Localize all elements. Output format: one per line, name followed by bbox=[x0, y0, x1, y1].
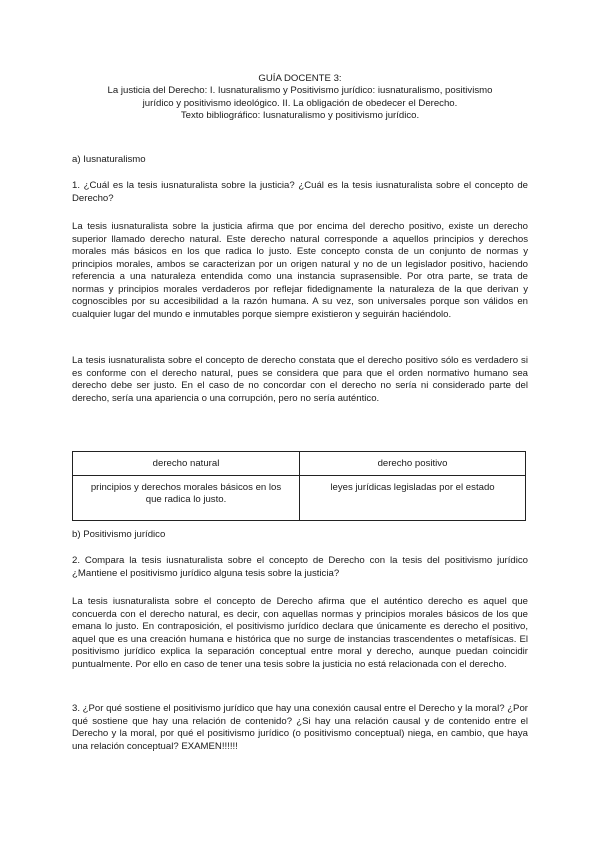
section-a-heading: a) Iusnaturalismo bbox=[72, 154, 146, 165]
table-cell-natural bbox=[73, 476, 300, 521]
question-2: 2. Compara la tesis iusnaturalista sobre el concepto de Derecho con la tesis del positivismo jurídico ¿Mantiene el positivismo jurídico alguna tesis sobre la justicia? bbox=[72, 555, 528, 579]
question-1: 1. ¿Cuál es la tesis iusnaturalista sobre la justicia? ¿Cuál es la tesis iusnaturalista sobre el concepto de Derecho? bbox=[72, 180, 528, 204]
answer-1-paragraph-2: La tesis iusnaturalista sobre el concepto de derecho constata que el derecho positivo sólo es verdadero si es conforme con el derecho natural, pues se considera que para que el orden normativo humano sea derecho debe ser justo. En el caso de no concordar con el derecho no sería ni considerado parte del derecho, sería una apariencia o una corrupción, pero no sería auténtico. bbox=[72, 355, 528, 404]
subtitle-line-2: jurídico y positivismo ideológico. II. La obligación de obedecer el Derecho. bbox=[142, 97, 458, 109]
answer-2: La tesis iusnaturalista sobre el concepto de Derecho afirma que el auténtico derecho es aquel que concuerda con el derecho natural, es decir, con aquellas normas y principios morales básicos de los que emana lo justo. En contraposición, el positivismo jurídico declara que únicamente es derecho el positivo, aquel que es una creación humana e histórica que no surge de instancias trascendentes o metafísicas. El positivismo jurídico explica la separación conceptual entre moral y derecho, aunque puedan coincidir puntualmente. Por ello en caso de tener una tesis sobre la justicia no está relacionada con el derecho. bbox=[72, 596, 528, 670]
section-b-heading: b) Positivismo jurídico bbox=[72, 529, 166, 540]
table-row bbox=[73, 476, 526, 521]
subtitle-line-1: La justicia del Derecho: I. Iusnaturalismo y Positivismo jurídico: iusnaturalismo, positivismo bbox=[107, 85, 493, 97]
table-header-natural: derecho natural bbox=[73, 452, 300, 476]
table-header-positive: derecho positivo bbox=[300, 452, 526, 476]
answer-1-paragraph-1: La tesis iusnaturalista sobre la justicia afirma que por encima del derecho positivo, existe un derecho superior llamado derecho natural. Este derecho natural corresponde a aquellos principios y derechos morales más básicos en los que radica lo justo. Este concepto consta de un conjunto de normas y principios morales, ambos se caracterizan por un origen natural y no de un legislador positivo, haciendo referencia a una naturaleza entendida como una instancia suprasensible. Por otra parte, se trata de normas y principios morales verdaderos por reflejar fidedignamente la naturaleza de la que derivan y cognoscibles por su accesibilidad a la razón humana. A su vez, son universales porque son válidos en cualquier lugar del mundo e inmutables porque siempre existieron y seguirán haciéndolo. bbox=[72, 221, 528, 320]
guide-title: GUÍA DOCENTE 3: bbox=[258, 73, 342, 84]
question-3: 3. ¿Por qué sostiene el positivismo jurídico que hay una conexión causal entre el Derecho y la moral? ¿Por qué sostiene que hay una relación de contenido? ¿Si hay una relación causal y de contenido entre el Derecho y la moral, por qué el positivismo jurídico (o positivismo conceptual) niega, en cambio, que haya una relación conceptual? EXAMEN!!!!!! bbox=[72, 703, 528, 752]
comparison-table bbox=[72, 451, 526, 521]
document-header bbox=[80, 73, 520, 123]
table-cell-natural-text: principios y derechos morales básicos en los que radica lo justo. bbox=[90, 482, 282, 506]
table-header-row bbox=[73, 452, 526, 476]
bibliographic-text-line: Texto bibliográfico: Iusnaturalismo y positivismo jurídico. bbox=[180, 110, 420, 122]
table-cell-positive: leyes jurídicas legisladas por el estado bbox=[300, 476, 526, 521]
